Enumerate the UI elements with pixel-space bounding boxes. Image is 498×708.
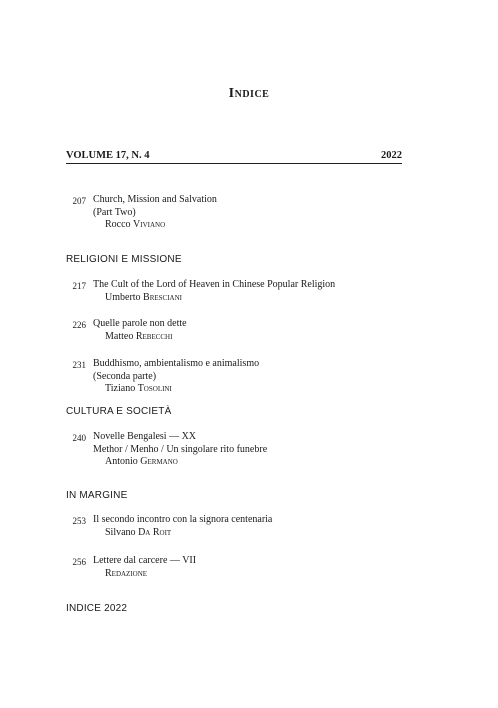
entry-title-line: Church, Mission and Salvation — [93, 194, 217, 205]
entry-author: Tiziano Tosolini — [105, 383, 172, 394]
entry-author: Rocco Viviano — [105, 219, 166, 230]
section-heading-religioni: RELIGIONI E MISSIONE — [66, 254, 182, 265]
entry-title-line: Buddhismo, ambientalismo e animalismo — [93, 358, 260, 369]
entry-page-number: 256 — [72, 557, 86, 567]
entry-author: Silvano Da Roit — [105, 526, 172, 538]
entry-page-number: 253 — [72, 516, 86, 526]
entry-title-line: Quelle parole non dette — [93, 318, 187, 329]
entry-page-number: 207 — [72, 196, 86, 206]
entry-title-line: The Cult of the Lord of Heaven in Chinese Popular Religion — [93, 279, 336, 290]
entry-author: Redazione — [105, 567, 148, 579]
volume-header — [66, 150, 402, 164]
entry-page-number: 226 — [72, 320, 86, 330]
entry-title-line: (Part Two) — [93, 206, 136, 218]
volume-label: VOLUME 17, N. 4 — [66, 150, 150, 161]
volume-year: 2022 — [381, 150, 402, 161]
entry-page-number: 217 — [72, 281, 86, 291]
entry-author: Antonio Germano — [105, 456, 178, 467]
entry-title-line: Novelle Bengalesi — XX — [93, 431, 197, 442]
entry-title-line: Il secondo incontro con la signora centenaria — [93, 514, 273, 525]
page-title: Indice — [228, 86, 270, 101]
section-heading-cultura: CULTURA E SOCIETÀ — [66, 406, 172, 417]
entry-title-line: (Seconda parte) — [93, 370, 157, 382]
entry-title-line: Lettere dal carcere — VII — [93, 555, 197, 566]
entry-page-number: 240 — [72, 433, 86, 443]
entry-page-number: 231 — [72, 360, 86, 370]
section-heading-in-margine: IN MARGINE — [66, 490, 128, 501]
entry-author: Umberto Bresciani — [105, 291, 182, 303]
entry-title-line: Methor / Menho / Un singolare rito funebre — [93, 443, 268, 455]
section-heading-indice-2022: INDICE 2022 — [66, 603, 128, 614]
entry-author: Matteo Rebecchi — [105, 330, 173, 342]
